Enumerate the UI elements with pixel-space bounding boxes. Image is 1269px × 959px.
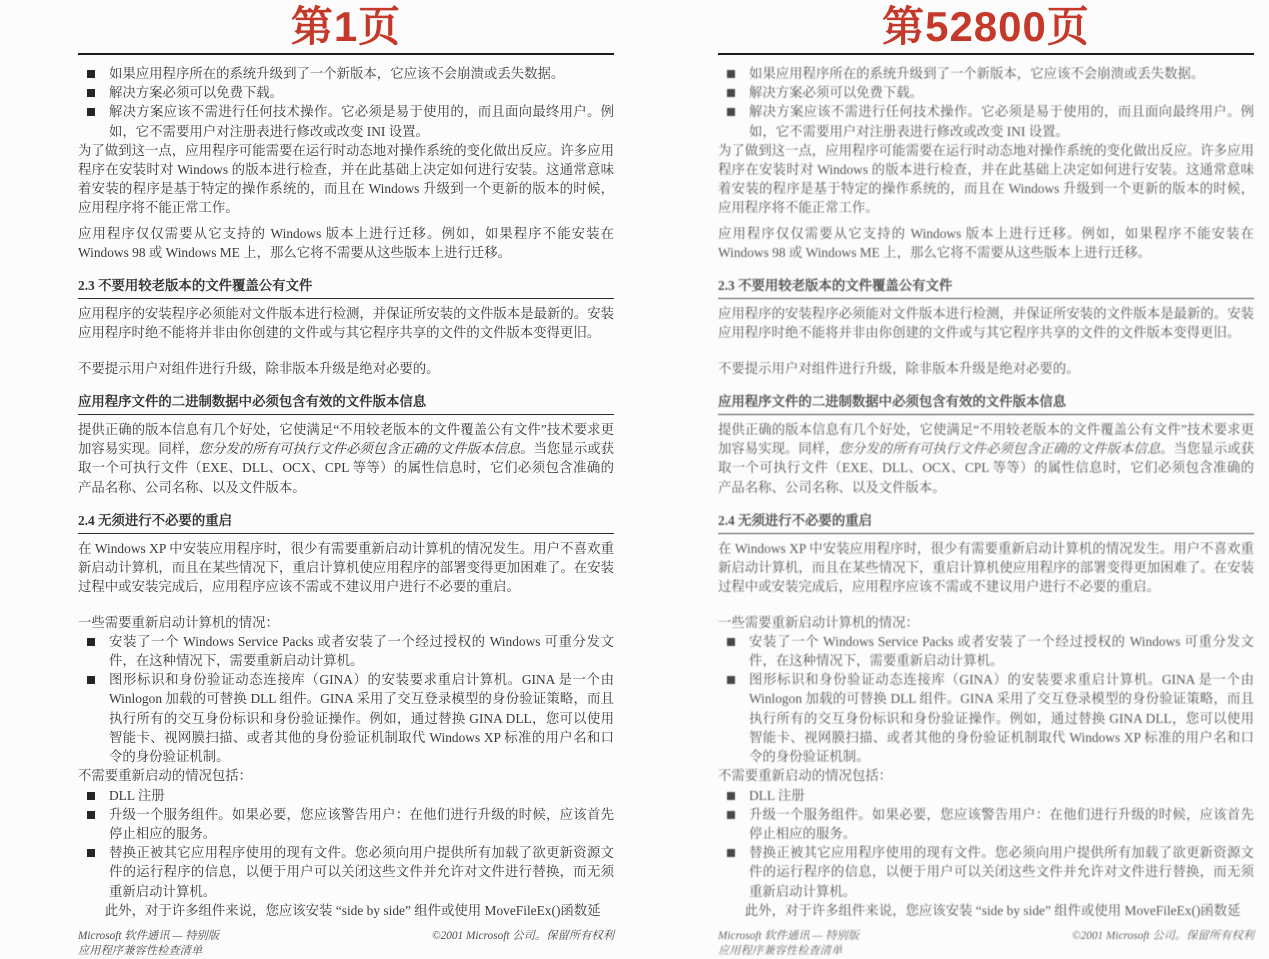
page-52800-footer [718,929,1254,959]
intro-bullet-2-text: 解决方案必须可以免费下载。 [749,85,924,101]
intro-bullet-3-text: 解决方案应该不需进行任何技术操作。它必须是易于使用的，而且面向最终用户。例如，它不需要用户对注册表进行修改或改变 INI 设置。 [109,104,614,139]
page-1-header [78,4,614,55]
closing-paragraph: 此外，对于许多组件来说，您应该安装 “side by side” 组件或使用 MoveFileEx()函数延 [744,902,1241,918]
restart-bullet-2 [718,670,1254,766]
section-2-3-paragraph-1: 应用程序的安装程序必须能对文件版本进行检测，并保证所安装的文件版本是最新的。安装应用程序时绝不能将并非由你创建的文件或与其它程序共享的文件的文件版本变得更旧。 [718,306,1254,341]
section-2-3-heading: 2.3 不要用较老版本的文件覆盖公有文件 [78,276,614,299]
bullet-square-icon [87,849,95,857]
intro-bullet-2 [718,83,1254,102]
section-2-3-paragraph-2: 不要提示用户对组件进行升级，除非版本升级是绝对必要的。 [78,360,440,376]
binary-version-paragraph [718,420,1254,497]
binary-paragraph-italic: 您分发的所有可执行文件必须包含正确的文件版本信息 [838,441,1161,457]
binary-paragraph-post: 。当您显示或获取一个可执行文件（EXE、DLL、OCX、CPL 等等）的属性信息时，它们必须包含准确的产品名称、公司名称、以及文件版本。 [718,441,1255,495]
bullet-square-icon [727,70,735,78]
bullet-square-icon [727,89,735,97]
bullet-square-icon [87,792,95,800]
intro-bullet-1 [718,64,1254,83]
section-2-4-paragraph-1: 在 Windows XP 中安装应用程序时，很少有需要重新启动计算机的情况发生。用户不喜欢重新启动计算机，而且在某些情况下，重启计算机使应用程序的部署变得更加困难了。在安装过程中或安装完成后，应用程序应该不需或不建议用户进行不必要的重启。 [718,541,1254,595]
footer-publication-line: Microsoft 软件通讯 — 特别版 [78,929,220,942]
binary-paragraph-italic: 您分发的所有可执行文件必须包含正确的文件版本信息 [198,441,521,457]
restart-bullet-2-text: 图形标识和身份验证动态连接库（GINA）的安装要求重启计算机。GINA 是一个由 Winlogon 加载的可替换 DLL 组件。GINA 采用了交互登录模型的身份验证策略，而且执行所有的交互身份标识和身份验证操作。例如，通过替换 GINA DLL，您可以使用智能卡、视网膜扫描、或者其他的身份验证机制取代 Windows XP 标准的用户名和口令的身份验证机制。 [109,672,614,765]
no-restart-bullet-2 [718,805,1254,843]
footer-publication-line: Microsoft 软件通讯 — 特别版 [718,929,860,942]
bullet-square-icon [727,849,735,857]
section-2-4-heading: 2.4 无须进行不必要的重启 [78,511,614,534]
binary-version-heading: 应用程序文件的二进制数据中必须包含有效的文件版本信息 [718,392,1254,415]
intro-bullet-2 [78,83,614,102]
page-52800-header [718,4,1254,55]
page-1-title: 第1页 [290,3,402,50]
restart-bullet-2-text: 图形标识和身份验证动态连接库（GINA）的安装要求重启计算机。GINA 是一个由 Winlogon 加载的可替换 DLL 组件。GINA 采用了交互登录模型的身份验证策略，而且执行所有的交互身份标识和身份验证操作。例如，通过替换 GINA DLL，您可以使用智能卡、视网膜扫描、或者其他的身份验证机制取代 Windows XP 标准的用户名和口令的身份验证机制。 [749,672,1254,765]
intro-bullet-1-text: 如果应用程序所在的系统升级到了一个新版本，它应该不会崩溃或丢失数据。 [749,66,1205,81]
no-restart-bullet-3 [718,843,1254,901]
restart-needed-label: 一些需要重新启动计算机的情况： [718,614,919,630]
section-2-3-paragraph-2: 不要提示用户对组件进行升级，除非版本升级是绝对必要的。 [718,360,1080,376]
paragraph-migrate: 应用程序仅仅需要从它支持的 Windows 版本上进行迁移。例如，如果程序不能安装在 Windows 98 或 Windows ME 上，那么它将不需要从这些版本上进行迁移。 [718,225,1254,260]
bullet-square-icon [87,638,95,646]
no-restart-bullet-1-text: DLL 注册 [749,787,805,803]
bullet-square-icon [87,676,95,684]
binary-version-heading: 应用程序文件的二进制数据中必须包含有效的文件版本信息 [78,392,614,415]
binary-version-paragraph [78,420,614,497]
section-2-3-paragraph-1: 应用程序的安装程序必须能对文件版本进行检测，并保证所安装的文件版本是最新的。安装应用程序时绝不能将并非由你创建的文件或与其它程序共享的文件的文件版本变得更旧。 [78,306,614,341]
no-restart-bullet-2 [78,805,614,843]
bullet-square-icon [727,676,735,684]
restart-needed-label: 一些需要重新启动计算机的情况： [78,614,279,630]
page-1-footer [78,929,614,959]
binary-paragraph-pre: 提供正确的版本信息有几个好处，它使满足“不用较老版本的文件覆盖公有文件”技术要求更加容易实现。同样， [718,422,1254,457]
closing-paragraph: 此外，对于许多组件来说，您应该安装 “side by side” 组件或使用 MoveFileEx()函数延 [104,902,601,918]
paragraph-adapt: 为了做到这一点，应用程序可能需要在运行时动态地对操作系统的变化做出反应。许多应用程序在安装时对 Windows 的版本进行检查，并在此基础上决定如何进行安装。这通常意味着安装的程序是基于特定的操作系统的，而且在 Windows 升级到一个更新的版本的时候，应用程序将不能正常工作。 [78,142,614,216]
page-52800-body [718,64,1254,920]
bullet-square-icon [727,792,735,800]
restart-bullet-1 [718,632,1254,670]
restart-bullet-1 [78,632,614,670]
intro-bullet-1-text: 如果应用程序所在的系统升级到了一个新版本，它应该不会崩溃或丢失数据。 [109,66,565,81]
restart-bullet-1-text: 安装了一个 Windows Service Packs 或者安装了一个经过授权的 Windows 可重分发文件，在这种情况下，需要重新启动计算机。 [109,633,614,669]
intro-bullet-3 [78,102,614,140]
restart-bullet-2 [78,670,614,766]
no-restart-bullet-2-text: 升级一个服务组件。如果必要，您应该警告用户：在他们进行升级的时候，应该首先停止相应的服务。 [109,806,614,841]
footer-checklist-line: 应用程序兼容性检查清单 [718,944,843,957]
bullet-square-icon [87,811,95,819]
footer-left-block [718,929,859,959]
no-restart-bullet-3-text: 替换正被其它应用程序使用的现有文件。您必须向用户提供所有加载了欲更新资源文件的运行程序的信息，以便于用户可以关闭这些文件并允许对文件进行替换，而无须重新启动计算机。 [749,845,1254,899]
section-2-3-heading: 2.3 不要用较老版本的文件覆盖公有文件 [718,276,1254,299]
binary-paragraph-post: 。当您显示或获取一个可执行文件（EXE、DLL、OCX、CPL 等等）的属性信息时，它们必须包含准确的产品名称、公司名称、以及文件版本。 [78,441,615,495]
footer-copyright: ©2001 Microsoft 公司。保留所有权利 [1071,929,1254,942]
paragraph-adapt: 为了做到这一点，应用程序可能需要在运行时动态地对操作系统的变化做出反应。许多应用程序在安装时对 Windows 的版本进行检查，并在此基础上决定如何进行安装。这通常意味着安装的程序是基于特定的操作系统的，而且在 Windows 升级到一个更新的版本的时候，应用程序将不能正常工作。 [718,142,1254,216]
footer-left-block [78,929,219,959]
no-restart-bullet-3-text: 替换正被其它应用程序使用的现有文件。您必须向用户提供所有加载了欲更新资源文件的运行程序的信息，以便于用户可以关闭这些文件并允许对文件进行替换，而无须重新启动计算机。 [109,845,614,899]
bullet-square-icon [87,89,95,97]
bullet-square-icon [87,70,95,78]
section-2-4-paragraph-1: 在 Windows XP 中安装应用程序时，很少有需要重新启动计算机的情况发生。用户不喜欢重新启动计算机，而且在某些情况下，重启计算机使应用程序的部署变得更加困难了。在安装过程中或安装完成后，应用程序应该不需或不建议用户进行不必要的重启。 [78,541,614,595]
paragraph-migrate: 应用程序仅仅需要从它支持的 Windows 版本上进行迁移。例如，如果程序不能安装在 Windows 98 或 Windows ME 上，那么它将不需要从这些版本上进行迁移。 [78,225,614,260]
bullet-square-icon [727,638,735,646]
page-52800-title: 第52800页 [882,3,1090,50]
intro-bullet-3 [718,102,1254,140]
bullet-square-icon [727,108,735,116]
binary-paragraph-pre: 提供正确的版本信息有几个好处，它使满足“不用较老版本的文件覆盖公有文件”技术要求更加容易实现。同样， [78,422,614,457]
restart-bullet-1-text: 安装了一个 Windows Service Packs 或者安装了一个经过授权的 Windows 可重分发文件，在这种情况下，需要重新启动计算机。 [749,633,1254,669]
page-1 [0,0,634,957]
no-restart-bullet-2-text: 升级一个服务组件。如果必要，您应该警告用户：在他们进行升级的时候，应该首先停止相应的服务。 [749,806,1254,841]
no-restart-label: 不需要重新启动的情况包括： [78,768,253,784]
no-restart-bullet-1-text: DLL 注册 [109,787,165,803]
bullet-square-icon [87,108,95,116]
no-restart-label: 不需要重新启动的情况包括： [718,768,893,784]
section-2-4-heading: 2.4 无须进行不必要的重启 [718,511,1254,534]
intro-bullet-1 [78,64,614,83]
page-52800 [634,0,1268,957]
no-restart-bullet-3 [78,843,614,901]
footer-copyright: ©2001 Microsoft 公司。保留所有权利 [431,929,614,942]
intro-bullet-3-text: 解决方案应该不需进行任何技术操作。它必须是易于使用的，而且面向最终用户。例如，它不需要用户对注册表进行修改或改变 INI 设置。 [749,104,1254,139]
footer-checklist-line: 应用程序兼容性检查清单 [78,944,203,957]
page-1-body [78,64,614,920]
bullet-square-icon [727,811,735,819]
intro-bullet-2-text: 解决方案必须可以免费下载。 [109,85,284,101]
no-restart-bullet-1 [78,786,614,805]
no-restart-bullet-1 [718,786,1254,805]
